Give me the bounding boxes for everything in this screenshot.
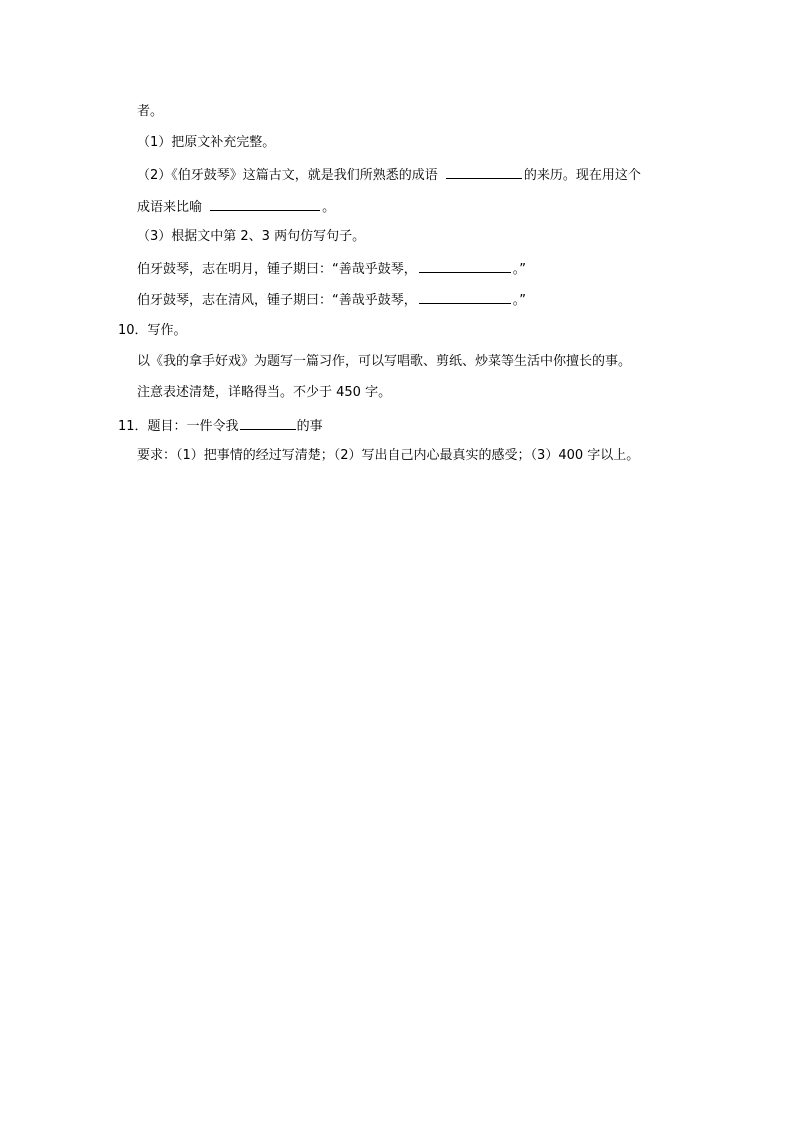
- question-number: 10．: [118, 323, 148, 338]
- q10-heading: [118, 322, 187, 340]
- q9-sub3: （3）根据文中第 2、3 两句仿写句子。: [137, 229, 366, 244]
- answer-blank-title[interactable]: [240, 416, 296, 430]
- q9-sub3-example-1: 伯牙鼓琴，志在明月，锺子期曰：“善哉乎鼓琴， 。”: [137, 259, 526, 277]
- q10-prompt-line1: 以《我的拿手好戏》为题写一篇习作，可以写唱歌、剪纸、炒菜等生活中你擅长的事。: [137, 354, 632, 369]
- question-title: 写作。: [147, 323, 187, 338]
- q9-sub2-line2: 成语来比喻 。: [137, 197, 335, 215]
- answer-blank-idiom[interactable]: [446, 165, 522, 179]
- q9-continuation: 者。: [137, 104, 164, 119]
- q11-requirements: 要求：（1）把事情的经过写清楚；（2）写出自己内心最真实的感受；（3）400 字以上。: [137, 448, 640, 463]
- question-number: 11．: [118, 419, 148, 434]
- q9-sub1: （1）把原文补充完整。: [137, 135, 276, 150]
- q9-sub3-example-2: 伯牙鼓琴，志在清风，锺子期曰：“善哉乎鼓琴， 。”: [137, 290, 526, 308]
- q9-sub2-line1: （2）《伯牙鼓琴》这篇古文，就是我们所熟悉的成语 的来历。现在用这个: [137, 165, 641, 183]
- answer-blank-metaphor[interactable]: [210, 197, 320, 211]
- answer-blank-moon[interactable]: [419, 259, 511, 273]
- q11-heading: 11．题目：一件令我 的事: [118, 416, 323, 434]
- answer-blank-breeze[interactable]: [419, 290, 511, 304]
- q10-prompt-line2: 注意表述清楚，详略得当。不少于 450 字。: [137, 385, 392, 400]
